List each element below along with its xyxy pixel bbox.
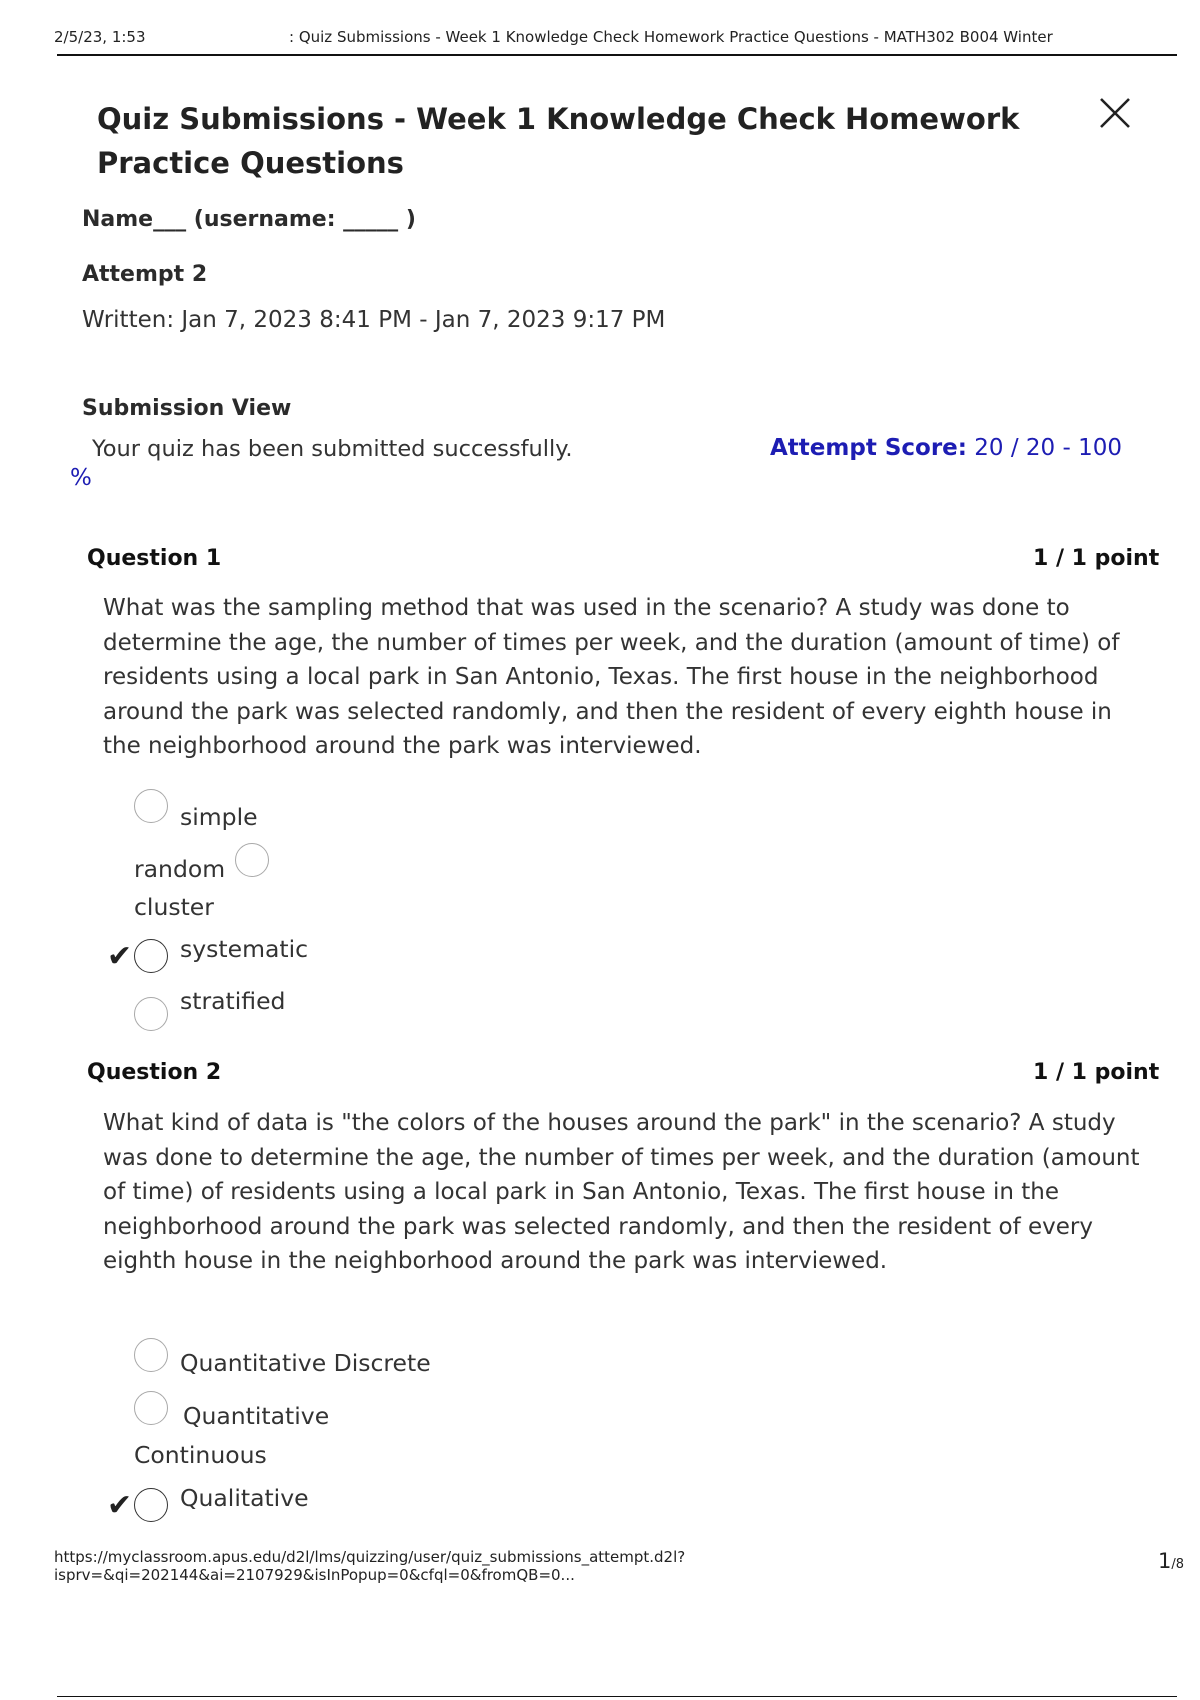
- question-2-points: 1 / 1 point: [1033, 1060, 1160, 1085]
- q1-option-random: random: [134, 855, 226, 883]
- print-title: : Quiz Submissions - Week 1 Knowledge Check Homework Practice Questions - MATH302 B004 Winter: [289, 28, 1053, 46]
- question-2-heading: Question 2: [87, 1060, 222, 1085]
- checkmark-icon: ✔: [107, 1488, 133, 1523]
- question-1-heading: Question 1: [87, 546, 222, 571]
- attempt-score-label: Attempt Score:: [770, 435, 967, 461]
- checkmark-icon: ✔: [107, 939, 133, 974]
- radio-icon[interactable]: [235, 843, 269, 877]
- attempt-score: [770, 435, 1122, 461]
- question-1-text: What was the sampling method that was used in the scenario? A study was done to determine the age, the number of times per week, and the duration (amount of time) of residents using a local park in San Antonio, Texas. The first house in the neighborhood around the park was selected randomly, and then the resident of every eighth house in the neighborhood around the park was interviewed.: [103, 595, 1120, 759]
- q1-option-stratified: stratified: [180, 987, 286, 1015]
- submission-message: Your quiz has been submitted successfully.: [92, 436, 573, 462]
- close-icon[interactable]: [1097, 95, 1133, 131]
- q2-option-quantitative: Quantitative: [183, 1402, 330, 1430]
- page-number-current: 1: [1158, 1549, 1172, 1573]
- q1-option-cluster: cluster: [134, 893, 214, 921]
- q1-option-simple: simple: [180, 803, 258, 831]
- print-datetime: 2/5/23, 1:53: [54, 28, 146, 46]
- page-number-total: /8: [1171, 1557, 1185, 1572]
- footer-rule: [57, 1696, 1177, 1697]
- q2-option-quantitative-discrete: Quantitative Discrete: [180, 1349, 431, 1377]
- footer-url-line-1: https://myclassroom.apus.edu/d2l/lms/quizzing/user/quiz_submissions_attempt.d2l?: [54, 1548, 686, 1566]
- radio-icon[interactable]: [134, 1391, 168, 1425]
- attempt-score-value: 20 / 20 - 100: [974, 435, 1123, 461]
- submission-view-heading: Submission View: [82, 396, 292, 421]
- attempt-score-percent: %: [70, 465, 92, 491]
- footer-url-line-2: isprv=&qi=202144&ai=2107929&isInPopup=0&cfql=0&fromQB=0...: [54, 1566, 575, 1584]
- question-1-points: 1 / 1 point: [1033, 546, 1160, 571]
- footer-url[interactable]: [54, 1548, 685, 1584]
- q1-option-systematic: systematic: [180, 935, 309, 963]
- written-timestamps: Written: Jan 7, 2023 8:41 PM - Jan 7, 2023 9:17 PM: [82, 307, 666, 333]
- q2-option-qualitative: Qualitative: [180, 1484, 309, 1512]
- page-title: Quiz Submissions - Week 1 Knowledge Check Homework Practice Questions: [97, 102, 1020, 180]
- q2-option-continuous: Continuous: [134, 1441, 267, 1469]
- radio-icon[interactable]: [134, 789, 168, 823]
- header-rule: [57, 54, 1177, 56]
- question-2-text: What kind of data is "the colors of the houses around the park" in the scenario? A study was done to determine the age, the number of times per week, and the duration (amount of time) of residents using a local park in San Antonio, Texas. The first house in the neighborhood around the park was selected randomly, and then the resident of every eighth house in the neighborhood around the park was interviewed.: [103, 1110, 1140, 1274]
- page-number: [1158, 1549, 1184, 1573]
- name-line: Name___ (username: _____ ): [82, 207, 416, 232]
- radio-icon[interactable]: [134, 997, 168, 1031]
- radio-icon[interactable]: [134, 939, 168, 973]
- attempt-label: Attempt 2: [82, 262, 208, 287]
- radio-icon[interactable]: [134, 1338, 168, 1372]
- radio-icon[interactable]: [134, 1488, 168, 1522]
